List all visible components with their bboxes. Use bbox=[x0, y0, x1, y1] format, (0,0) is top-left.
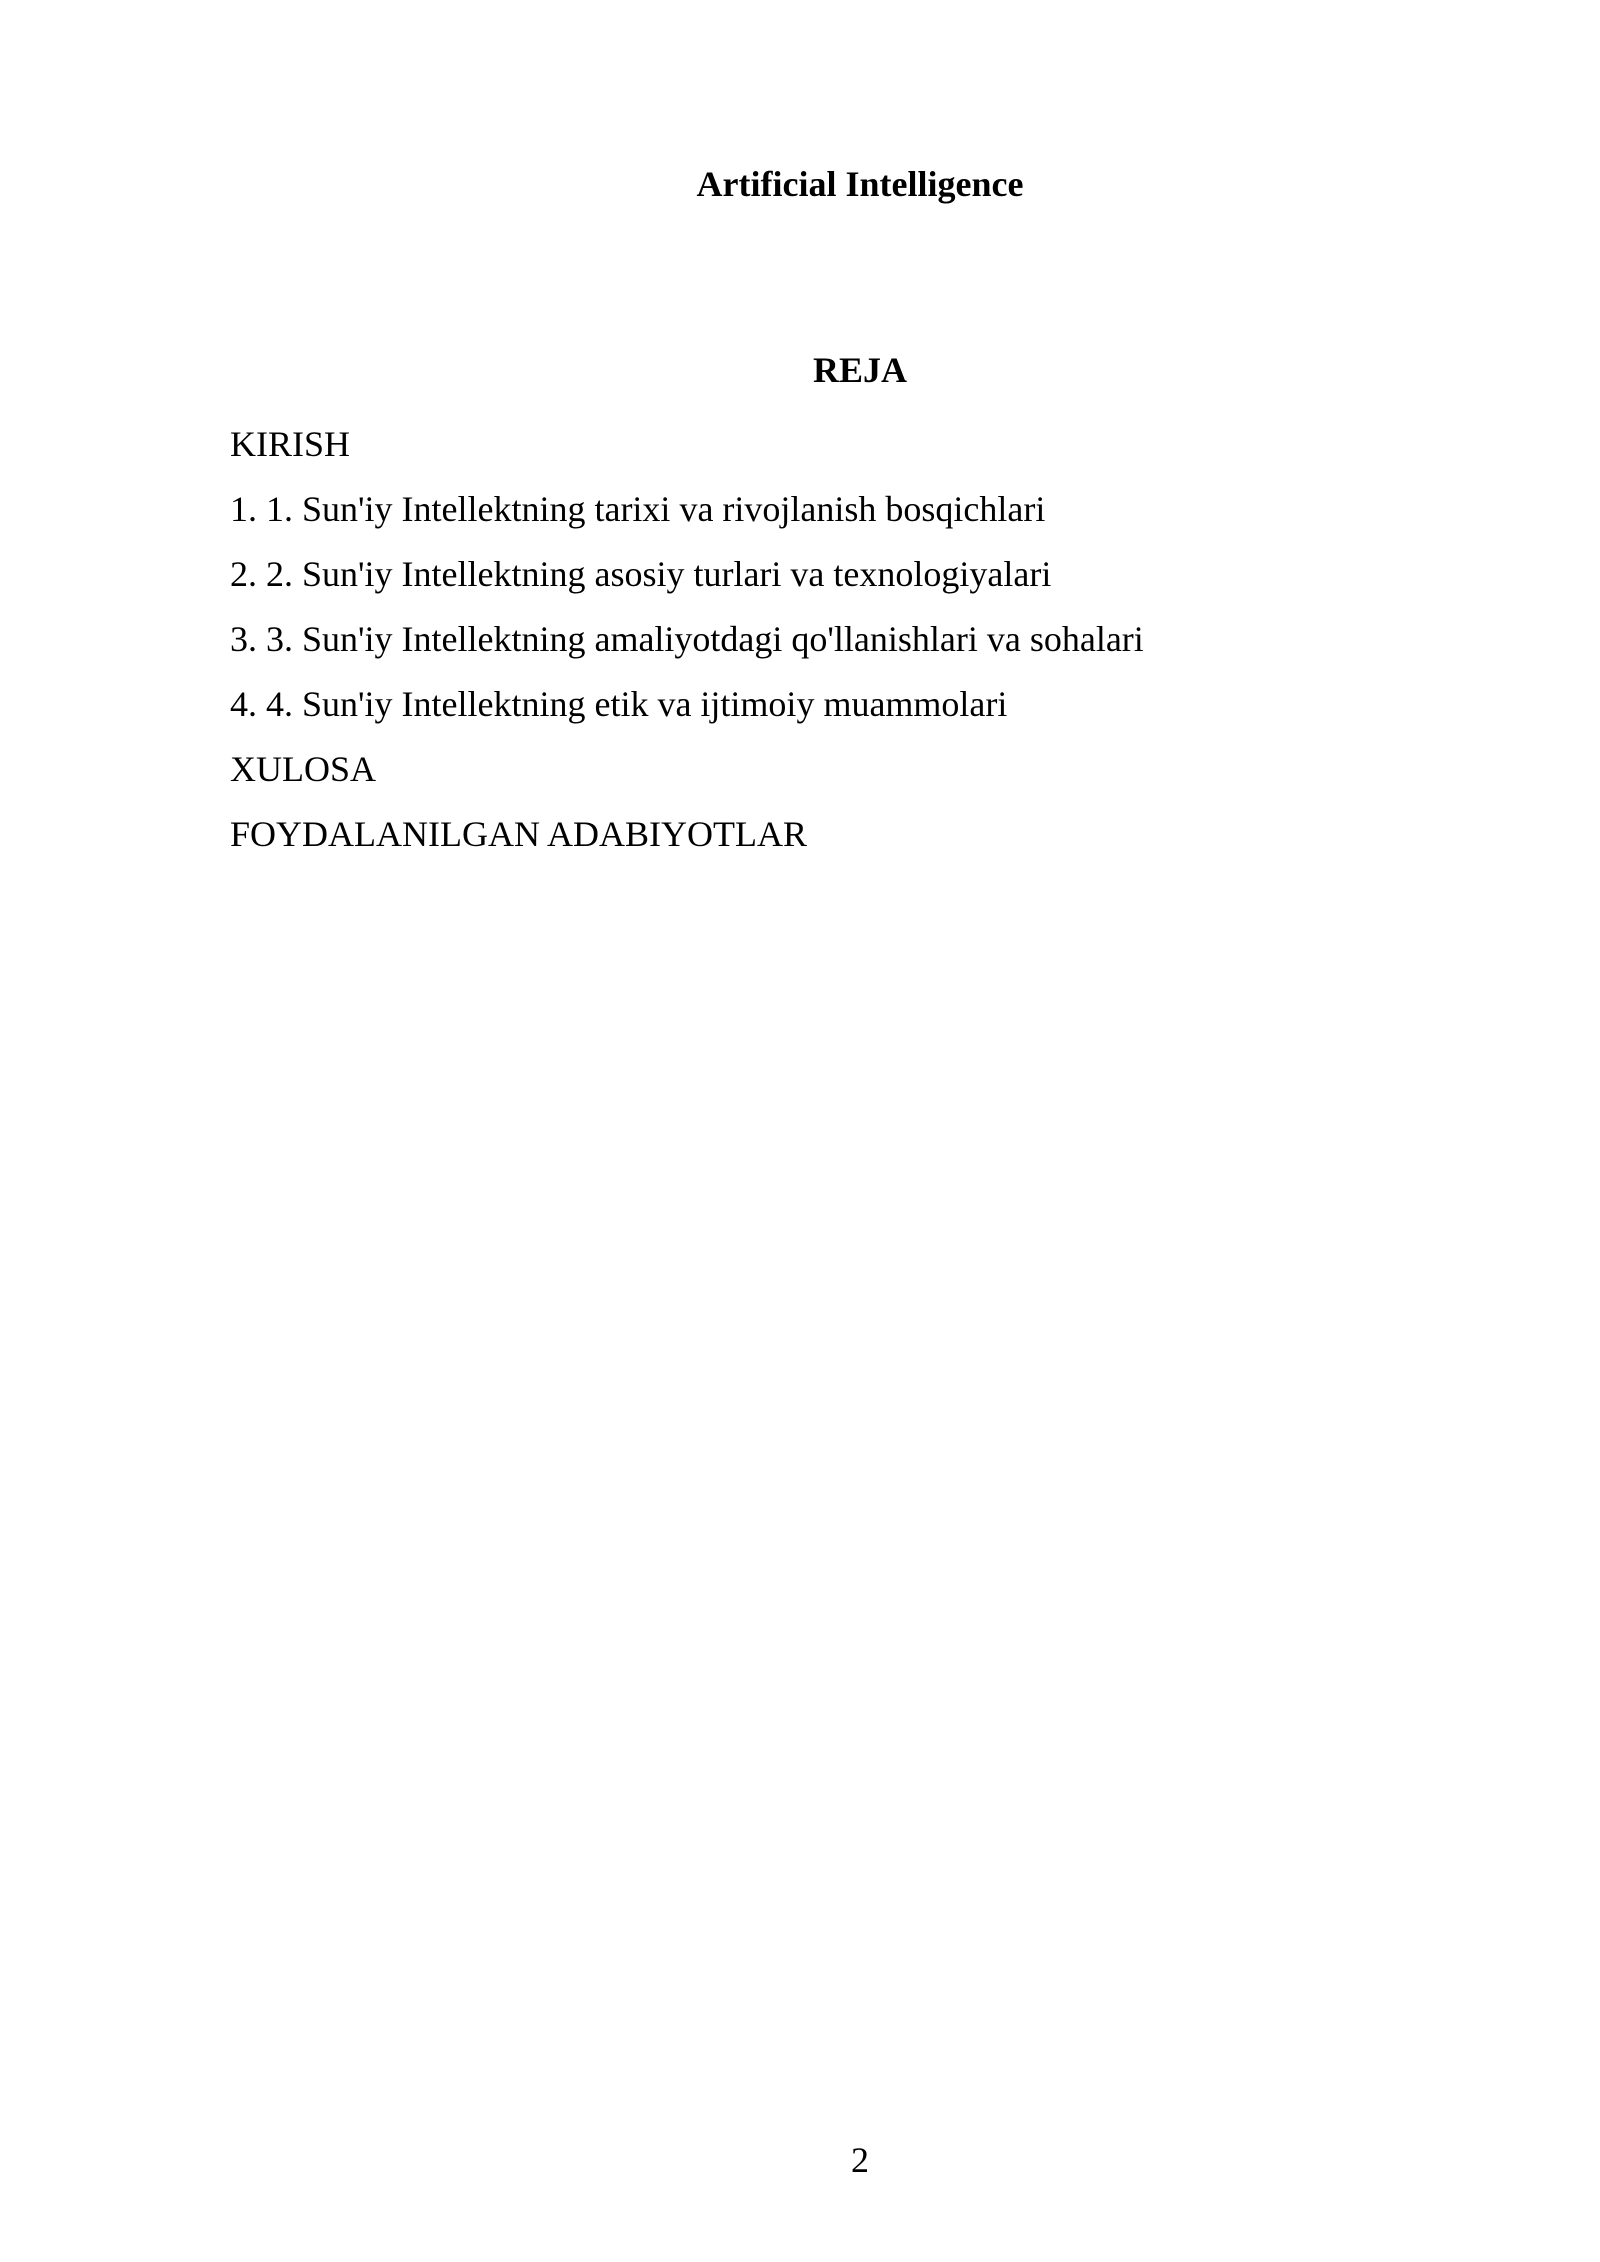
page-number: 2 bbox=[851, 2140, 869, 2180]
toc-item-chapter-2: 2. 2. Sun'iy Intellektning asosiy turlari va texnologiyalari bbox=[230, 554, 1052, 594]
toc-item-introduction: KIRISH bbox=[230, 424, 351, 464]
toc-item-conclusion: XULOSA bbox=[230, 749, 377, 789]
toc-item-chapter-1: 1. 1. Sun'iy Intellektning tarixi va rivojlanish bosqichlari bbox=[230, 489, 1046, 529]
toc-item-chapter-4: 4. 4. Sun'iy Intellektning etik va ijtimoiy muammolari bbox=[230, 684, 1008, 724]
toc-item-references: FOYDALANILGAN ADABIYOTLAR bbox=[230, 814, 807, 854]
plan-heading: REJA bbox=[812, 350, 907, 390]
table-of-contents bbox=[230, 420, 1144, 875]
toc-item-chapter-3: 3. 3. Sun'iy Intellektning amaliyotdagi qo'llanishlari va sohalari bbox=[230, 619, 1144, 659]
document-title: Artificial Intelligence bbox=[696, 164, 1024, 204]
